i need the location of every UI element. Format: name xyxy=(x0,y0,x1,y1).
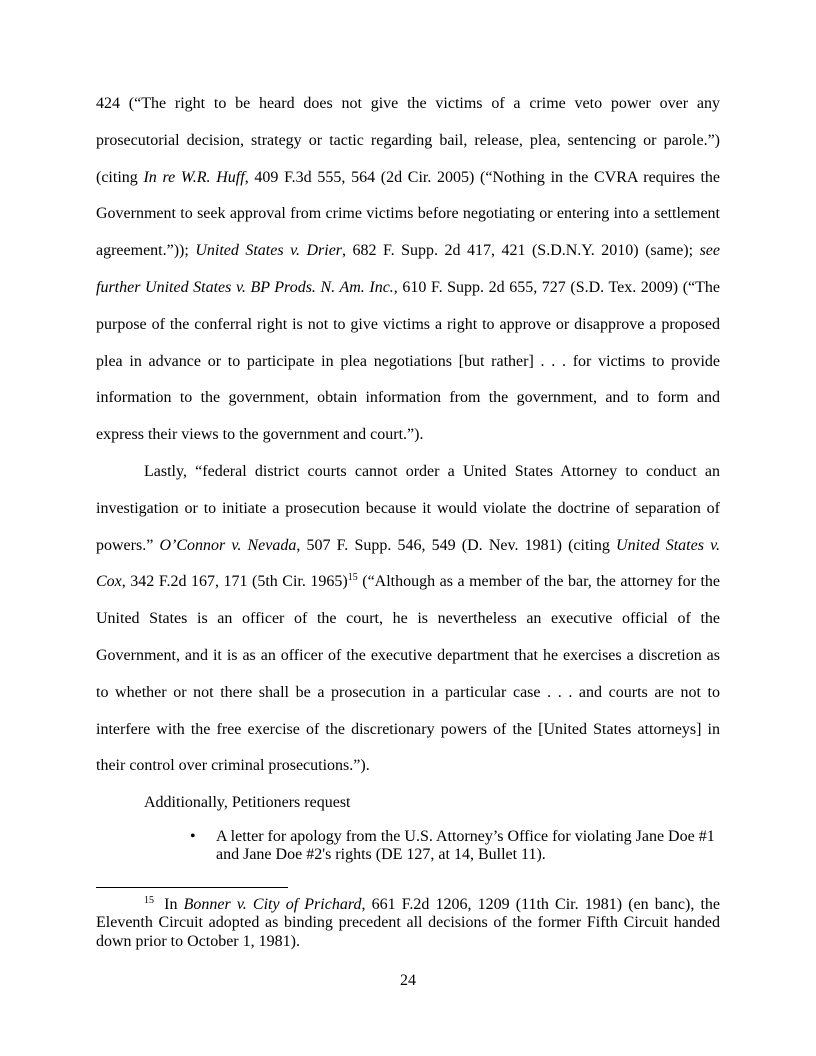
footnote-divider xyxy=(96,887,288,888)
list-item-text: A letter for apology from the U.S. Attorney’s Office for violating Jane Doe #1 and Jane Doe #2's rights (DE 127, at 14, Bullet 11). xyxy=(216,827,715,864)
text-run: , 682 F. Supp. 2d 417, 421 (S.D.N.Y. 2010) (same); xyxy=(342,242,700,260)
page-number: 24 xyxy=(400,972,416,989)
case-name-drier: United States v. Drier xyxy=(195,242,343,260)
text-run: , 342 F.2d 167, 171 (5th Cir. 1965) xyxy=(121,573,348,591)
paragraph-additionally: Additionally, Petitioners request xyxy=(144,794,351,812)
text-run: , 409 F.3d 555, 564 (2d Cir. 2005) (“Nothing in the CVRA requires the Government to seek approval from crime victims before negotiating or entering into a settlement agreement.”)); xyxy=(96,168,721,260)
bullet-icon: • xyxy=(190,827,196,845)
text-run: (“Although as a member of the bar, the attorney for the United States is an officer of the court, he is nevertheless an executive official of the Government, and it is as an officer of the executive department that he exercises a discretion as to whether or not there shall be a prosecution in a particular case . . . and courts are not to interfere with the free exercise of the discretionary powers of the [United States attorneys] in their control over criminal prosecutions.”). xyxy=(96,573,721,775)
case-name-oconnor: O’Connor v. Nevada xyxy=(159,536,297,554)
footnote-reference[interactable]: 15 xyxy=(347,572,358,584)
list-item xyxy=(190,827,720,865)
text-run: , 661 F.2d 1206, 1209 (11th Cir. 1981) (en banc), the Eleventh Circuit adopted as binding precedent all decisions of the former Fifth Circuit handed down prior to October 1, 1981). xyxy=(96,896,720,950)
text-run: Lastly, “federal district courts cannot order a United States Attorney to conduct an investigation or to initiate a prosecution because it would violate the doctrine of separation of powers.” xyxy=(96,462,720,554)
text-run: 424 (“The right to be heard does not give the victims of a crime veto power over any prosecutorial decision, strategy or tactic regarding bail, release, plea, sentencing or parole.”) (citing xyxy=(96,95,720,186)
footnote-number: 15 xyxy=(144,895,154,906)
case-name-huff: In re W.R. Huff xyxy=(143,168,245,186)
case-name-bonner: Bonner v. City of Prichard xyxy=(183,896,362,913)
text-run: In xyxy=(158,896,184,913)
case-name-bp-prods: see further United States v. BP Prods. N. Am. Inc. xyxy=(96,242,721,296)
page-body xyxy=(96,86,720,865)
case-name-cox: United States v. Cox xyxy=(96,536,721,591)
text-run: , 507 F. Supp. 546, 549 (D. Nev. 1981) (citing xyxy=(296,536,617,554)
footnote-15 xyxy=(96,896,720,951)
paragraph-separation-of-powers xyxy=(96,454,720,785)
text-run: , 610 F. Supp. 2d 655, 727 (S.D. Tex. 2009) (“The purpose of the conferral right is not to give victims a right to approve or disapprove a proposed plea in advance or to participate in plea negotiations [but rather] . . . for victims to provide information to the government, obtain information from the government, and to form and express their views to the government and court.”). xyxy=(96,278,720,444)
paragraph-citations-conferral xyxy=(96,86,720,454)
request-list xyxy=(96,828,720,865)
